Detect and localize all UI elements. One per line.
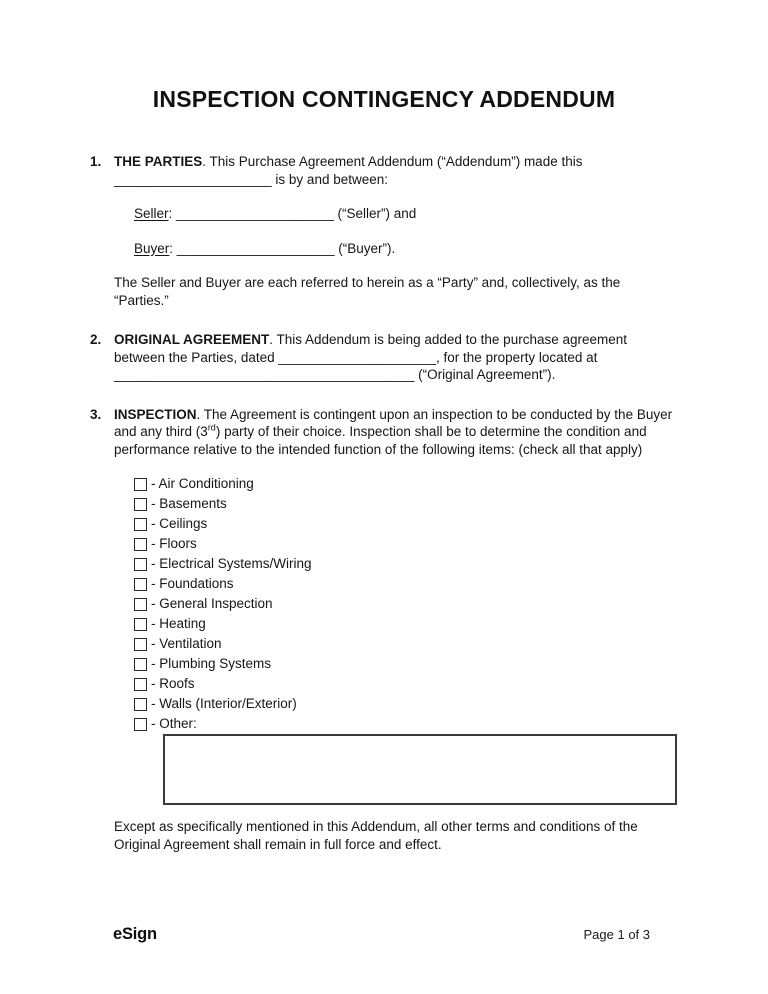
parties-intro-paragraph xyxy=(114,153,678,188)
checkbox-air-conditioning[interactable] xyxy=(134,478,147,491)
seller-label: Seller xyxy=(134,206,169,221)
document-title: INSPECTION CONTINGENCY ADDENDUM xyxy=(152,86,616,112)
checklist-label: - Foundations xyxy=(151,576,234,592)
checklist-item-foundations xyxy=(134,574,678,594)
inspection-heading: INSPECTION xyxy=(114,406,197,422)
buyer-line-tail: (“Buyer”). xyxy=(334,240,396,256)
parties-note: The Seller and Buyer are each referred to herein as a “Party” and, collectively, as the “Parties.” xyxy=(114,275,621,308)
section-number: 3. xyxy=(90,406,102,422)
checklist-label: - Other: xyxy=(151,716,197,732)
checklist-item-roofs xyxy=(134,674,678,694)
checkbox-plumbing-systems[interactable] xyxy=(134,658,147,671)
buyer-name-blank[interactable]: _____________________ xyxy=(176,240,335,256)
checkbox-basements[interactable] xyxy=(134,498,147,511)
checklist-label: - Basements xyxy=(151,496,227,512)
checklist-item-other xyxy=(134,714,678,734)
inspection-text-1: . The Agreement is contingent upon an inspection to be conducted by the Buyer and any third (3 xyxy=(114,406,673,439)
inspection-checklist xyxy=(134,474,678,734)
page-number: Page 1 of 3 xyxy=(583,927,650,942)
checkbox-other[interactable] xyxy=(134,718,147,731)
property-address-blank[interactable]: ________________________________________ xyxy=(114,367,415,382)
checkbox-walls-interior-exterior[interactable] xyxy=(134,698,147,711)
seller-line xyxy=(134,205,678,223)
inspection-paragraph xyxy=(114,406,678,459)
checklist-label: - Heating xyxy=(151,616,206,632)
checklist-label: - Floors xyxy=(151,536,197,552)
checkbox-roofs[interactable] xyxy=(134,678,147,691)
checklist-item-electrical-systems-wiring xyxy=(134,554,678,574)
checklist-label: - Air Conditioning xyxy=(151,476,254,492)
section-parties xyxy=(90,153,678,309)
ordinal-suffix: rd xyxy=(207,422,216,433)
parties-intro-tail: is by and between: xyxy=(271,171,388,187)
section-original-agreement xyxy=(90,331,678,384)
section-number: 2. xyxy=(90,332,102,347)
original-agreement-text-3: (“Original Agreement”). xyxy=(414,367,556,382)
buyer-line xyxy=(134,240,678,258)
checkbox-ceilings[interactable] xyxy=(134,518,147,531)
checklist-item-walls-interior-exterior xyxy=(134,694,678,714)
original-agreement-paragraph xyxy=(114,331,678,384)
checklist-label: - Walls (Interior/Exterior) xyxy=(151,696,297,712)
checklist-label: - General Inspection xyxy=(151,596,273,612)
checklist-label: - Electrical Systems/Wiring xyxy=(151,556,312,572)
checklist-label: - Roofs xyxy=(151,676,195,692)
checklist-item-heating xyxy=(134,614,678,634)
checklist-label: - Plumbing Systems xyxy=(151,656,272,672)
checkbox-general-inspection[interactable] xyxy=(134,598,147,611)
seller-colon: : xyxy=(168,206,177,221)
section-number: 1. xyxy=(90,154,102,169)
closing-note: Except as specifically mentioned in this Addendum, all other terms and conditions of the Original Agreement shall remain in full force and effect. xyxy=(114,819,638,852)
checklist-item-general-inspection xyxy=(134,594,678,614)
buyer-colon: : xyxy=(169,240,177,256)
parties-heading: THE PARTIES xyxy=(114,154,203,169)
page-footer xyxy=(113,925,650,944)
addendum-date-blank[interactable]: _____________________ xyxy=(114,171,272,187)
esign-logo: eSign xyxy=(113,925,157,943)
original-agreement-text-1: . This Addendum is being added to the purchase agreement between the Parties, dated xyxy=(114,332,628,365)
seller-line-tail: (“Seller”) and xyxy=(333,206,417,221)
checklist-label: - Ceilings xyxy=(151,516,208,532)
checklist-item-plumbing-systems xyxy=(134,654,678,674)
checkbox-floors[interactable] xyxy=(134,538,147,551)
checkbox-foundations[interactable] xyxy=(134,578,147,591)
checklist-item-ventilation xyxy=(134,634,678,654)
original-agreement-text-2: , for the property located at xyxy=(436,349,598,365)
agreement-date-blank[interactable]: _____________________ xyxy=(278,349,437,365)
checklist-label: - Ventilation xyxy=(151,636,222,652)
original-agreement-heading: ORIGINAL AGREEMENT xyxy=(114,332,270,347)
checklist-item-ceilings xyxy=(134,514,678,534)
inspection-text-2: ) party of their choice. Inspection shall be to determine the condition and performance relative to the intended function of the following items: (check all that apply) xyxy=(114,424,647,457)
parties-intro-text: . This Purchase Agreement Addendum (“Addendum”) made this xyxy=(202,154,583,169)
buyer-label: Buyer xyxy=(134,240,170,256)
section-inspection xyxy=(90,406,678,854)
other-details-box[interactable] xyxy=(163,734,677,805)
checkbox-ventilation[interactable] xyxy=(134,638,147,651)
checklist-item-air-conditioning xyxy=(134,474,678,494)
checkbox-heating[interactable] xyxy=(134,618,147,631)
seller-name-blank[interactable]: _____________________ xyxy=(176,206,334,221)
checklist-item-floors xyxy=(134,534,678,554)
checkbox-electrical-systems-wiring[interactable] xyxy=(134,558,147,571)
checklist-item-basements xyxy=(134,494,678,514)
